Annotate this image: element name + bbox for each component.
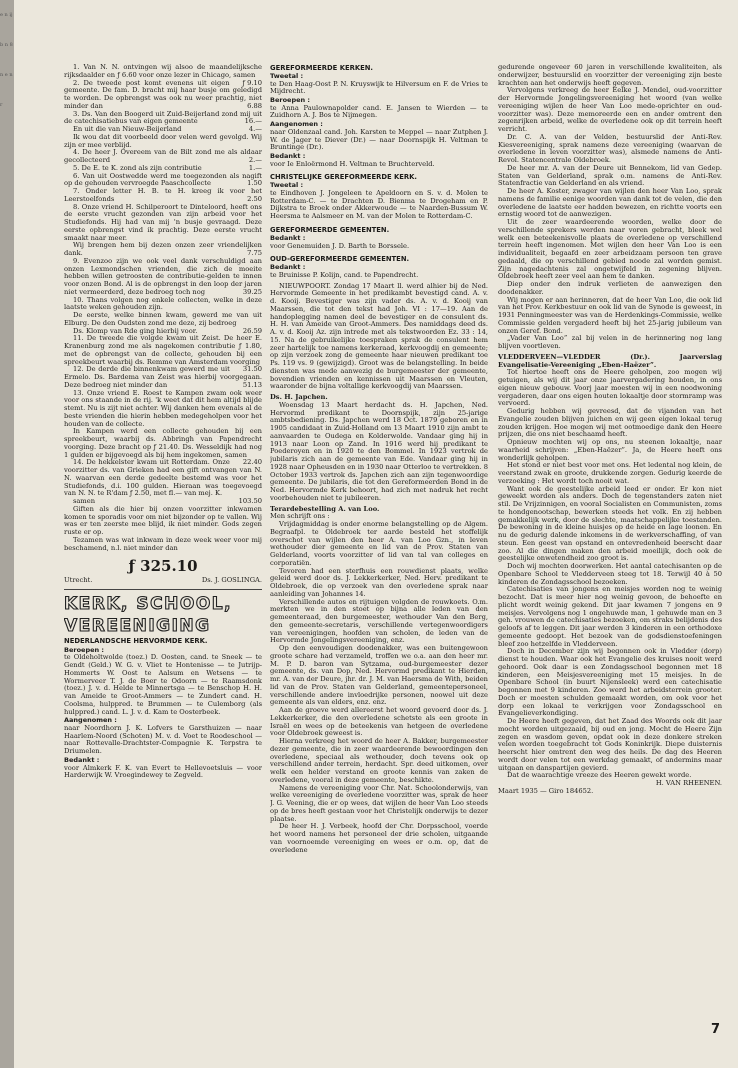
gift-entry [64,297,262,313]
vledder-p10: Dat de waarachtige vreeze des Heeren gewekt worde. [507,771,692,780]
gift-entry-amount: 51.13 [242,380,262,389]
gift-entry [64,64,262,87]
gift-entry-amount: 2.50 [247,194,262,203]
page-binding: e n ij b n 8 n e n r [0,0,14,1068]
text-tweetal: te Den Haag-Oost P. N. Kruyswijk te Hilversum en F. de Vries te Mijdrecht. [270,79,488,96]
gift-entry-text: En uit die van Nieuw-Beijerland [73,125,182,133]
gift-entry-text: 13. Onze vriend E. Roest te Kampen zwam ook weer voor ons staande in de rij. 'k weet dat dit hem altijd blijde stemt. Nu is zijt niet achter. Wij danken hem evenals al de beste vrienden die hierin hebben medegeholpen voor het houden van de collecte. [64,388,262,428]
label-bedankt: Bedankt : [64,755,100,764]
article-japchen: Woensdag 13 Maart herdacht ds. H. Japchen, Ned. Hervormd predikant te Doornspijk, zijn 25-jarige ambtsbediening. Ds. Japchen werd 18 Oct. 1879 geboren en in 1905 candidaat in Zuid-Holland om 13 Maart 1910 zijn ambt te aanvaarden te Oudega en Kolderwolde. Vandaar ging hij in 1913 naar Loon op Zand. In 1916 werd hij predikant te Poederoyen en in 1920 te den Bommel. In 1923 vertrok de jubilaris zich aan de gemeente van Ede. Vandaar ging hij in 1928 naar Opheusden en in 1930 naar Otterloo te vertrekken. 8 October 1933 vertrok ds. Japchen zich aan zijn tegenwoordige gemeente. De jubilaris, die tot den Gereformeerden Bond in de Ned. Hervormde Kerk behoort, had zich met nadruk het recht voorbehouden niet te jubileeren. [270,400,488,502]
text-beroepen: te Oldeholtwolde (toez.) D. Oosten, cand. te Sneek — te Gendt (Geld.) W. G. v. Vliet te Hontenisse — te Jutrijp-Hommerts W. Oost te Aalsum en Wetsens — te Wormerveer T. J. de Boer te Odoorn — te Raamsdonk (toez.) J. v. d. Helde te Minnertsga — te Benschop H. H. van Ameide te Groot-Ammers — te Zundert cand. H. Coolsma, hulppred. te Brummen — te Culemborg (als hulppred.) cand. L. J. v. d. Kam te Oosterbeek. [64,653,262,716]
gift-entry [64,111,262,127]
gift-entry-text: 7. Onder letter H. B. te H. kreeg ik voor het Leerstoelfonds [64,187,262,203]
column-continued [498,64,722,1034]
heading-gereformeerde-kerken: GEREFORMEERDE KERKEN. [270,64,374,72]
gift-entry-text: 6. Van uit Oostwedde werd me toegezonden als nagift op de gehouden vervroegde Paaschcollecte [64,171,262,188]
van-loo-p14: Uit de zeer waardeerende woorden, welke door de verschillende sprekers werden naar voren gebracht, bleek wel welk een beteekenisvolle plaats de overledene op verschillend terrein heeft ingenomen. Met wijlen den heer Van Loo is een individualiteit, begaafd en zeer arbeidzaam persoon ten grave gedaald, die op verschillend gebied noode zal worden gemist. Zijn nagedachtenis zal ongetwijfeld in zegening blijven. Oldebroek heeft zeer veel aan hem te danken. [498,218,722,281]
van-loo-p11: Dr. C. A. van der Velden, bestuurslid der Anti-Rev. Kiesvereeniging, sprak namens deze vereeniging (waarvan de overledene in leven voorzitter was), alsmede namens de Anti-Revol. Statencentrale Oldebroek. [498,132,722,164]
van-loo-p5: Aan de groeve werd allereerst het woord gevoerd door ds. J. Lekkerkerker, die den overledene schetste als een groote in Israël en wees op de beteekenis van hetgeen de overledene voor Oldebroek geweest is. [270,706,488,738]
gift-entry [64,134,262,150]
gift-entry-text: 1. Van N. N. ontvingen wij alsoo de maandelijksche rijksdaalder en ƒ 6.60 voor onze lezer in Chicago, samen [64,64,262,79]
heading-japchen: Ds. H. Japchen. [270,393,328,402]
label-beroepen: Beroepen : [270,96,310,105]
van-loo-p15: Diep onder den indruk verlieten de aanwezigen den doodenakker. [498,280,722,296]
gift-entry-text: 14. De hekkelster kwam uit Rotterdam. Onze voorzitter ds. van Grieken had een gift ontvangen van N. N. waarvan een derde gedeelte bestemd was voor het Studiefonds, d.i. 100 gulden. Hieraan was toegevoegd van N. N. te R'dam ƒ 2.50, met fl.— van mej. K. [64,458,262,498]
signature: Ds. J. GOSLINGA. [201,576,262,585]
text-bedankt: voor Almkerk F. K. van Evert te Hellevoetsluis — voor Harderwijk W. Vroegindewey te Zegveld. [64,763,262,780]
vledder-p1: Tot hiertoe heeft ons de Heere geholpen, zoo mogen wij getuigen, als wij dit jaar onze jaarvergadering houden, in ons eigen nieuw gebouw. Voorj jaar moesten wij in een noodwoning vergaderen, daar ons eigen houten lokaaltje door stormramp was vervoerd. [498,368,722,408]
van-loo-p12: De heer mr. A. van der Deure uit Bennekom, lid van Gedep. Staten van Gelderland, sprak o.m. namens de Anti-Rev. Statenfractie van Gelderland en als vriend. [498,163,722,188]
gift-entry-text: samen [73,497,96,505]
gift-entry-amount: 22.40 [242,458,262,467]
section-masthead-line1: KERK, SCHOOL, [64,594,233,614]
column-gifts [64,64,262,1004]
gift-entry-amount: 103.50 [238,497,262,505]
gift-entry [64,334,262,374]
place: Utrecht. [64,576,93,585]
heading-oud-gereformeerde: OUD-GEREFORMEERDE GEMEENTEN. [270,255,410,264]
gift-entry-amount: 31.50 [242,365,262,374]
section-masthead-line2: VEREENIGING [64,616,211,636]
gift-entry-text: 12. De derde die binnenkwam gewerd me uit Ermelo. Ds. Bardema van Zeist was hierbij voorgegaan. Deze bedroeg niet minder dan [64,365,262,389]
vledder-p9: De Heere heeft gegeven, dat het Zaad des Woords ook dit jaar mocht worden uitgezaaid, bij oud en jong. Mocht de Heere Zijn zegen en wasdom geven, opdat ook in deze donkere streken velen worden toegebracht tot Gods Koninkrijk. Diepe duisternis heerscht hier omtrent den weg des heils. De dag des Heeren wordt door velen tot een werkdag gemaakt, of andermins maar uitgaan en danspartijen gevierd. [498,717,722,772]
gift-entry [64,188,262,204]
gift-entry-text: 2. De tweede post komt evenens uit eigen gemeente. De fam. D. bracht mij haar busje om geledigd te worden. De opbrengst was ook nu weer prachtig, niet minder dan [64,78,262,110]
vledder-signature: H. VAN RHEENEN. [655,779,722,787]
text-tweetal: te Eindhoven J. Jongeleen te Apeldoorn en S. v. d. Molen te Rotterdam-C. — te Drachten D. Bienma te Drogeham en P. Dijkstra te Broek onder Akkerwoude — te Naarden-Bussum W. Heersma te Aalsmeer en M. van der Molen te Rotterdam-C. [270,188,488,221]
gift-entry-text: Tezamen was wat inkwam in deze week weer voor mij beschamend, n.l. niet minder dan [64,535,262,552]
section-subheading: NEDERLANDSCHE HERVORMDE KERK. [64,637,208,645]
van-loo-p8: De heer H. J. Verbeek, hoofd der Chr. Dorpsschool, voerde het woord namens het personeel der drie scholen, uitgaande van voornoemde vereeniging en wees er o.m. op, dat de overledene [270,822,488,854]
gift-entry-amount: 1.50 [247,179,262,188]
vledder-p3: Opnieuw mochten wij op ons, nu steenen lokaaltje, naar waarheid schrijven: „Eben-Haëzer”. Ja, de Heere heeft ons wonderlijk geholpen. [498,438,722,462]
gift-entry [64,242,262,258]
gift-entry-text: Ik wou dat dit voorbeeld door velen werd gevolgd. Wij zijn er mee verblijd. [64,132,262,149]
page-number: 7 [710,1022,720,1037]
gift-entry-text: 8. Onze vriend H. Schilperoort te Dinteloord, heeft ons de eerste vrucht gezonden van zijn arbeid voor het Studiefonds. Hij had van mij 'n busje gevraagd. Deze eerste opbrengst vind ik prachtig. Deze eerste vrucht smaakt naar meer. [64,202,262,242]
van-loo-p9: gedurende ongeveer 60 jaren in verschillende kwaliteiten, als onderwijzer, bestuurslid en voorzitter der vereeniging zijn beste krachten aan het onderwijs heeft gegeven. [498,64,722,87]
van-loo-p6: Hierna verkreeg het woord de heer A. Bakker, burgemeester dezer gemeente, die in zeer waardeerende bewoordingen den overledene, speciaal als wethouder, doch tevens ook op verschillend ander terrein, herdacht. Spr. deed uitkomen, over welk een helder verstand en groote kennis van zaken de overledene, vooral in deze gemeente, beschikte. [270,737,488,784]
van-loo-p3: Verschillende autos en rijtuigen volgden de rouwkoets. O.m. merkten we in den stoet op bijna alle leden van den gemeenteraad, den burgemeester, wethouder Van den Berg, den gemeente-secretaris, verschillende vertegenwoordigers van vereenigingen, hoofden van scholen, de leden van de Hervormde Jongelingsvereeniging, enz. [270,597,488,645]
gift-entry [64,204,262,243]
gift-entry-text: 5. De E. te K. zond als zijn contributie [73,163,202,172]
gift-list [64,64,262,552]
gift-entry-amount: 39.25 [242,287,262,296]
label-aangenomen: Aangenomen : [64,716,117,725]
gift-entry-amount: 26.59 [242,326,262,335]
gift-entry-text: De eerste, welke binnen kwam, gewerd me van uit Elburg. De den Oudsten zond me deze, zij bedroeg [64,311,262,327]
van-loo-p1: Vrijdagmiddag is onder enorme belangstelling op de Algem. Begraafpl. te Oldebroek ter aarde besteld het stoffelijk overschot van wijlen den heer A. van Loo Gzn., in leven wethouder dier gemeente en lid van de Prov. Staten van Gelderland, voorts voorzitter of lid van tal van colleges en corporatiën. [270,520,488,567]
gift-entry-text: 10. Thans volgen nog enkele collecten, welke in deze laatste weken gehouden zijn. [64,295,262,312]
label-tweetal: Tweetal : [270,181,304,190]
text-bedankt: voor Ie Enloërmond H. Veltman te Bruchterveld. [270,159,435,168]
text-bedankt: voor Genemuiden J. D. Barth te Borssele. [270,241,410,250]
gift-entry [64,149,262,165]
van-loo-p7: Namens de vereeniging voor Chr. Nat. Schoolonderwijs, van welke vereeniging de overledene voorzitter was, sprak de heer J. G. Veening, die er op wees, dat wijlen de heer Van Loo steeds op de bres heeft gestaan voor het Christelijk onderwijs te dezer plaatse. [270,783,488,823]
label-tweetal: Tweetal : [270,72,304,80]
heading-gereformeerde-gemeenten: GEREFORMEERDE GEMEENTEN. [270,225,390,234]
signature-line [64,577,262,585]
label-aangenomen: Aangenomen : [270,120,323,129]
gift-entry-text: 11. De tweede die volgde kwam uit Zeist. De heer E. Kranenburg zond me als nagekomen contributie ƒ 1.80, met de opbrengst van de collecte, gehouden bij een spreekbeurt waarbij ds. Remme van Amsterdam voorging [64,334,262,366]
divider [64,589,262,590]
vledder-date: Maart 1935 — Giro 184652. [498,786,594,795]
vledder-p4: Het stond er niet best voor met ons. Het ledental nog klein, de veerstand zwak en groote, drukkende zorgen. Gedurig keerde de verzoeking : Het wordt toch nooit wat. [498,461,722,485]
gift-entry-amount: ƒ 9.10 [242,78,262,87]
vledder-p5: Want ook de geestelijke arbeid leed er onder. Er kon niet geweekt worden als anders. Doch de tegenstanders zaten niet stil. De Vrijzinnigen, en vooral Socialisten en Communisten, zoms te hondgenootschap, bewerken steeds het volk. En zij hebben gemakkelijk werk, door de slechte, maatschappelijke toestanden. De bewoning in de kleine huisjes op de heide en lage loonen. En nu de gedurig dalende inkomens in de werkverschaffing, of van steun. Een geest van opstand en ontevredenheid beerscht daar zoo. Al die dingen maken den arbeid moeilijk, doch ook de geestelijke onwetendheid zoo groot is. [498,484,722,563]
van-loo-p16: Wij mogen er aan herinneren, dat de heer Van Loo, die ook lid van het Prov. Kerkbestuur en ook lid van de Synode is geweest, in 1931 Penningmeester was van de Herdenkings-Commissie, welke Commissie gelden vergaderd heeft bij het 25-jarig jubileum van onzen Geref. Bond. [498,295,722,335]
gift-entry [64,506,262,537]
gift-entry-amount: 6.88 [247,101,262,110]
text-bedankt: te Bruinisse P. Kolijn, cand. te Papendrecht. [270,270,419,279]
gift-entry-amount: 1.— [248,163,262,172]
label-bedankt: Bedankt : [270,152,306,161]
gift-entry-text: Wij brengen hem bij dezen onzen zeer vriendelijken dank. [64,241,262,257]
heading-christelijke-gereformeerde: CHRISTELIJKE GEREFORMEERDE KERK. [270,173,417,182]
vledder-p2: Gedurig hebben wij gevreesd, dat de vijanden van het Evangelie zouden blijven juichen en wij geen eigen lokaal terug zouden krijgen. Hoe mogen wij met ootmoedige dank den Heere prijzen, die ons niet beschaamd heeft. [498,407,722,439]
gift-entry-text: 4. De heer J. Overeem van de Bilt zond me als aldaar gecollecteerd [64,148,262,164]
gift-entry-amount: 4.— [248,125,262,133]
van-loo-p13: De heer A. Koster, zwager van wijlen den heer Van Loo, sprak namens de familie eenige woorden van dank tot de velen, die den overledene de laatste eer hadden bewezen, en richtte voorts een ernstig woord tot de aanwezigen. [498,187,722,219]
van-loo-p17: „Vader Van Loo” zal bij velen in de herinnering nog lang blijven voortleven. [498,334,722,350]
vledder-p6: Doch wij mochten doorwerken. Het aantal catechisanten op de Openbare School te Vledderveen steeg tot 18. Terwijl 40 à 50 kinderen de Zondagsschool bezoeken. [498,562,722,586]
text-beroepen: te Anna Paulownapolder cand. E. Jansen te Wierden — te Zuidhorn A. J. Bos te Nijmegen. [270,103,488,120]
gift-entry-text: 3. Ds. Van den Boogerd uit Zuid-Beijerland zond mij uit de catechisatiebus van eigen gemeente [64,109,262,126]
van-loo-p4: Op den eenvoudigen doodenakker, was een buitengewoon groote schare had verzameld, troffen we o.a. aan den heer mr. M. P. D. baron van Sytzama, oud-burgemeester dezer gemeente, ds. van Dop, Ned. Hervormd predikant te Hierden, mr. A. van der Deure, jhr. dr. J. M. van Haersma de With, beiden lid van de Prov. Staten van Gelderland, gemeentepersoneel, verschillende andere invloedrijke personen, noowel uit deze gemeente als van elders, enz. enz. [270,644,488,707]
gift-entry-amount: 2.— [248,156,262,164]
text-aangenomen: naar Noordhorn J. K. Lofvers te Garsthuizen — naar Haarlem-Noord (Schoten) M. v. d. Voet te Roodeschool — naar Rottevalle-Drachtster-Compagnie K. Terpstra te Driumelen. [64,723,262,756]
gift-entry-text: Ds. Klomp van Rde ging hierbij voor. [73,326,198,335]
label-beroepen: Beroepen : [64,645,104,654]
vledder-p8: Doch in December zijn wij begonnen ook in Vledder (dorp) dienst te houden. Waar ook het Evangelie des kruises nooit werd gehoord. Ook daar is een Zondagsschool begonnen met 18 kinderen, een Meisjesvereeniging met 15 meisjes. In de Openbare School (in buurt Nijensleek) werd een catechisatie begonnen met 9 kinderen. Zoo werd het arbeidsterrein grooter. Doch er moesten schulden gemaakt worden, om ook voor het dorp een lokaal te verkrijgen voor Zondagsschool en Evangelieverkondiging. [498,647,722,718]
gift-entry [64,537,262,553]
heading-vledderveen: VLEDDERVEEN—VLEDDER (Dr.). Jaarverslag Evangelisatie-Vereeniging „Eben-Haëzer”. [498,352,722,369]
vledder-p7: Catechisaties van jongens en meisjes worden nog te weinig bezocht. Dat is meer hier nog weinig gevoon, de behoefte en plicht wordt weinig gekend. Dit jaar kwamen 7 jongens en 9 meisjes. Vervolgens nog 1 ongehuwde man, 1 gehuwde man en 3 geh. vrouwen de catechisaties bezoeken, om straks belijdenis des geloofs af te leggen. Dit jaar werden 3 kinderen in een orthodoxe gemeente gedoopt. Het bezoek van de godsdienstoefeningen bleef zoo hetzelfde in Vledderveen. [498,585,722,648]
column-church-news [270,64,488,1034]
van-loo-p10: Vervolgens verkreeg de heer Eelke J. Mendel, oud-voorzitter der Hervormde Jongelingsvereeniging het woord (van welke vereeniging wijlen de heer Van Loo mede-oprichter en oud-voorzitter was). Deze memoreerde een en ander omtrent den zegenrijken arbeid, welke de overledene ook op dit terrein heeft verricht. [498,86,722,133]
gift-entry [64,459,262,498]
gift-entry-text: In Kampen werd een collecte gehouden bij een spreekbeurt, waarbij ds. Abbringh van Papendrecht voorging. Deze bracht op ƒ 21.40. Ds. Wesseldijk had nog 1 gulden er bijgevoegd als bij hem ingekomen, samen [64,427,262,459]
gift-entry-amount: 16.— [244,117,262,126]
article-nieuwpoort: NIEUWPOORT. Zondag 17 Maart ll. werd alhier bij de Ned. Hervormde Gemeente in het predikambt bevestigd cand. A. v. d. Kooij. Bevestiger was zijn vader ds. A. v. d. Kooij van Maarssen, die tot den tekst had Joh. VI : 17—19. Aan de handoplegging namen deel de bevestiger en de consulent ds. H. H. van Ameide van Groot-Ammers. Des namiddags deed ds. A. v. d. Kooij Az. zijn intrede met als tekstwoorden Ez. 33 : 14, 15. Na de gebruikelijke toespraken sprak de consulent hem zeer hartelijk toe namens kerkeraad, kerkvoogdij en gemeente; op zijn verzoek zong de gemeente haar nieuwen predikant toe Ps. 119 vs. 9 (gewijzigd). Groot was de belangstelling. In beide diensten was mede aanwezig de burgemeester der gemeente, bovendien vrienden en kennissen uit Maarssen en Vleuten, waaronder de bijna voltallige kerkvoogdij van Maarssen. [270,281,488,391]
heading-van-loo: Terardebestelling A. van Loo. [270,504,380,513]
label-bedankt: Bedankt : [270,263,306,272]
gift-entry [64,390,262,429]
van-loo-intro: Men schrijft ons : [270,512,330,521]
gift-entry-text: Giften als die hier bij onzen voorzitter inkwamen komen te sporadis voor om niet bijzonder op te vallen. Wij was er ten zeerste mee blijd, ik niet minder. Gods zegen ruste er op. [64,504,262,536]
gift-entry-amount: 7.75 [247,249,262,257]
total-amount: ƒ 325.10 [128,557,198,576]
gift-entry-text: 9. Evenzoo zijn we ook veel dank verschuldigd aan onzen Lexmondschen vrienden, die zich de moeite hebben willen getroosten de contributie-gelden te innen voor onzen Bond. Al is de opbrengst in den loop der jaren niet vermeerderd, deze bedroeg toch nog [64,256,262,296]
van-loo-p2: Tevoren had een sterfhuis een rouwdienst plaats, welke geleid werd door ds. J. Lekkerkerker, Ned. Herv. predikant te Oldebroek, die op verzoek van den overledene sprak naar aanleiding van Johannes 14. [270,566,488,598]
text-aangenomen: naar Oldenzaal cand. Joh. Karsten te Meppel — naar Zutphen J. W. de Jager te Diever (Dr.) — naar Doornspijk H. Veltman te Bruntinge (Dr.). [270,127,488,152]
gift-entry [64,258,262,297]
newspaper-page [14,0,738,1068]
gift-entry [64,427,262,467]
gift-entry [64,173,262,189]
label-bedankt: Bedankt : [270,233,306,242]
